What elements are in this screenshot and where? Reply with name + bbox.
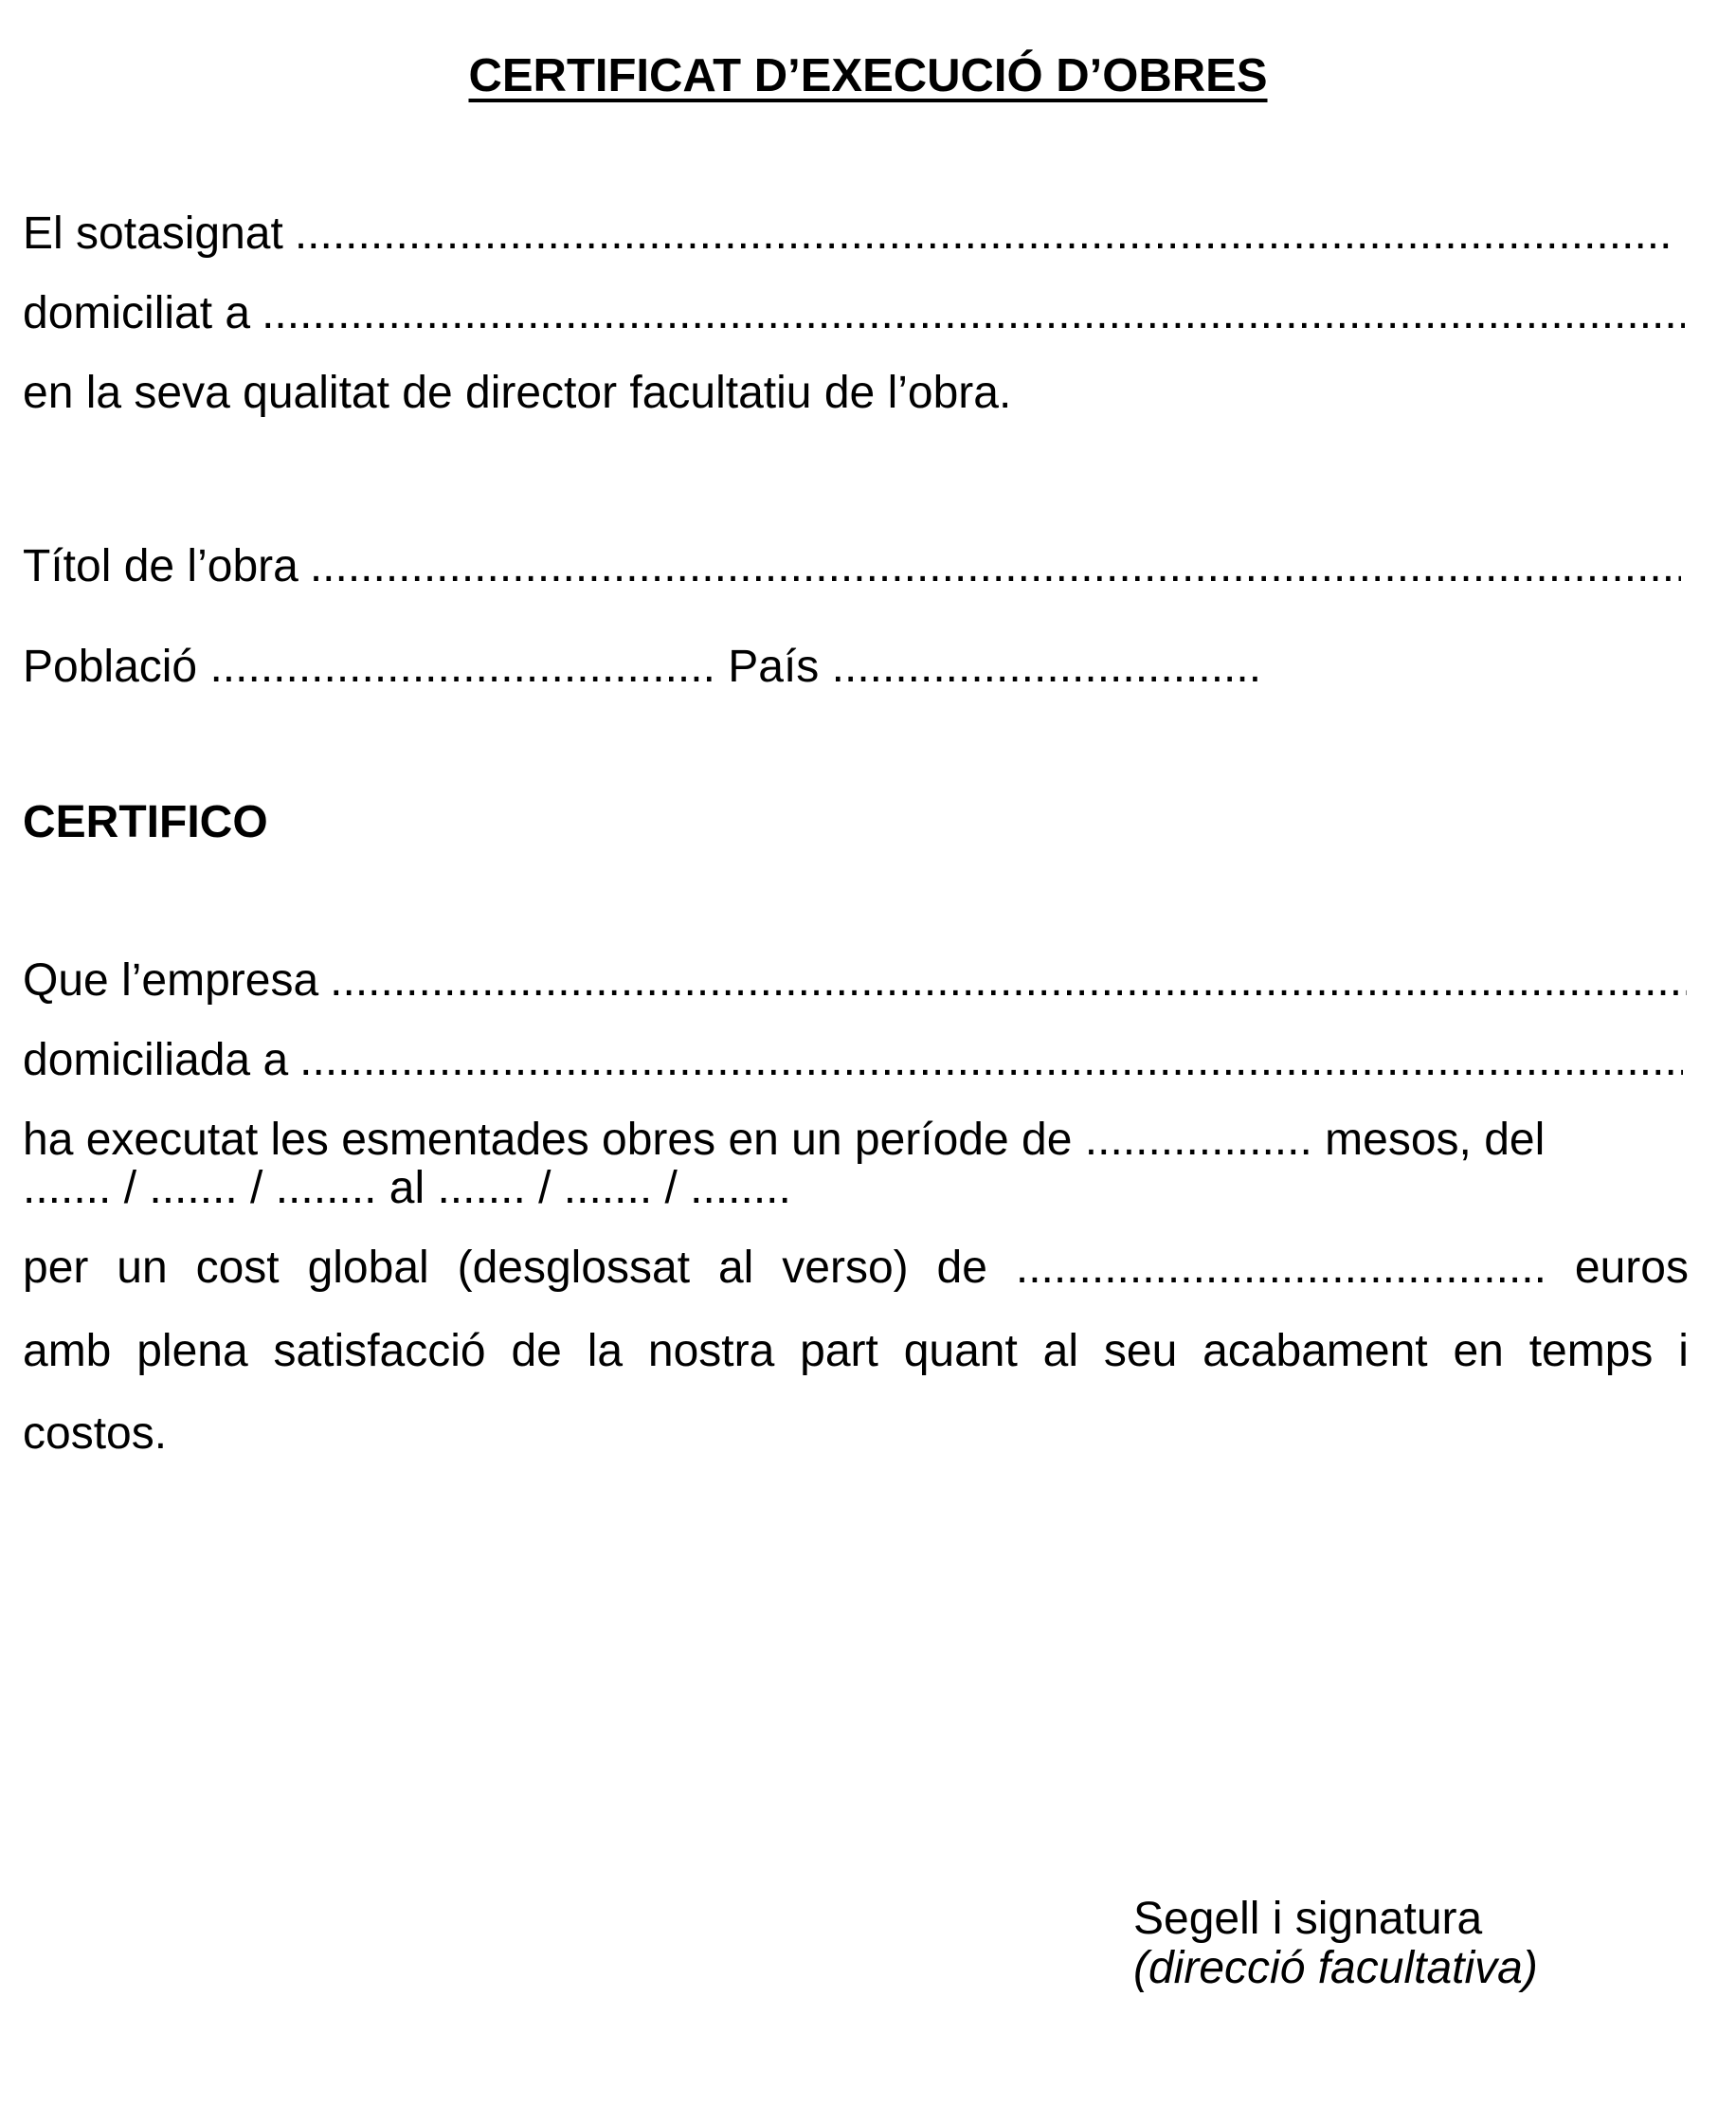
cost-word: al — [717, 1243, 754, 1293]
cost-word: per — [23, 1243, 89, 1293]
mesos-text: mesos, del — [1325, 1115, 1546, 1165]
cost-line — [23, 1241, 1689, 1296]
domiciliat-label: domiciliat a — [23, 288, 251, 338]
cost-word: de — [936, 1243, 987, 1293]
qualitat-text: en la seva qualitat de director facultatiu de l’obra. — [23, 368, 1012, 418]
costos-text: costos. — [23, 1408, 168, 1459]
satisfaccio-word: temps — [1528, 1326, 1654, 1376]
domiciliada-label: domiciliada a — [23, 1035, 289, 1085]
sotasignat-label: El sotasignat — [23, 209, 283, 259]
pais-dots: .................................. — [831, 642, 1262, 692]
executat-line — [23, 1113, 1545, 1168]
satisfaccio-word: nostra — [647, 1326, 775, 1376]
cost-word: cost — [195, 1243, 280, 1293]
signature-label: Segell i signatura — [1133, 1894, 1483, 1944]
sotasignat-field — [23, 207, 1675, 262]
satisfaccio-word: en — [1453, 1326, 1504, 1376]
cost-word: verso) — [782, 1243, 909, 1293]
domiciliada-field — [23, 1033, 1683, 1088]
empresa-dots — [330, 953, 1687, 1008]
domiciliada-dots — [299, 1033, 1683, 1088]
satisfaccio-line — [23, 1324, 1689, 1379]
satisfaccio-word: amb — [23, 1326, 112, 1376]
signature-sub: (direcció facultativa) — [1133, 1943, 1538, 1993]
titol-field — [23, 539, 1681, 594]
domiciliat-dots — [262, 286, 1685, 341]
satisfaccio-word: part — [800, 1326, 878, 1376]
document-title: CERTIFICAT D’EXECUCIÓ D’OBRES — [468, 50, 1268, 101]
poblacio-dots: ........................................ — [209, 642, 715, 692]
domiciliat-field — [23, 286, 1685, 341]
empresa-label: Que l’empresa — [23, 955, 319, 1006]
titol-label: Títol de l’obra — [23, 541, 298, 591]
cost-word: un — [117, 1243, 168, 1293]
cost-word: euros — [1574, 1243, 1689, 1293]
pais-label: País — [728, 642, 820, 692]
cost-word: (desglossat — [457, 1243, 691, 1293]
satisfaccio-word: seu — [1103, 1326, 1178, 1376]
satisfaccio-word: plena — [136, 1326, 248, 1376]
poblacio-pais-line — [23, 640, 1261, 695]
certifico-heading: CERTIFICO — [23, 797, 268, 847]
satisfaccio-word: de — [511, 1326, 562, 1376]
satisfaccio-word: al — [1042, 1326, 1079, 1376]
satisfaccio-word: i — [1678, 1326, 1689, 1376]
cost-word: .......................................... — [1015, 1243, 1546, 1293]
satisfaccio-word: quant — [903, 1326, 1018, 1376]
empresa-field — [23, 953, 1687, 1008]
satisfaccio-word: la — [587, 1326, 624, 1376]
poblacio-label: Població — [23, 642, 198, 692]
satisfaccio-word: satisfacció — [273, 1326, 486, 1376]
titol-dots — [310, 539, 1681, 594]
executat-text: ha executat les esmentades obres en un període de — [23, 1115, 1073, 1165]
dates-line: ....... / ....... / ........ al ....... / ....... / ........ — [23, 1163, 791, 1213]
mesos-dots: .................. — [1084, 1115, 1312, 1165]
sotasignat-dots — [295, 207, 1675, 262]
satisfaccio-word: acabament — [1203, 1326, 1428, 1376]
cost-word: global — [307, 1243, 429, 1293]
